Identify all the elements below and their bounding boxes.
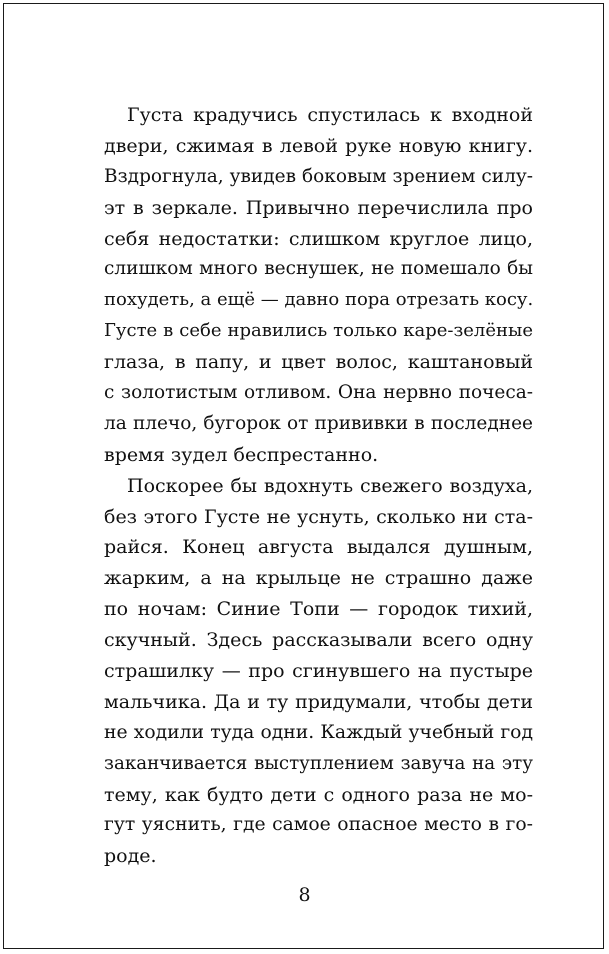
text-line: жарким, а на крыльце не страшно даже	[104, 567, 533, 590]
body-text	[104, 100, 533, 872]
page-number: 8	[298, 884, 311, 906]
text-line: двери, сжимая в левой руке новую книгу.	[104, 134, 533, 157]
text-line: глаза, в папу, и цвет волос, каштановый	[104, 351, 533, 374]
text-line: гут уяснить, где самое опасное место в го-	[104, 814, 533, 836]
text-line: Густа крадучись спустилась к входной	[127, 104, 533, 126]
text-line: время зудел беспрестанно.	[104, 443, 379, 466]
text-line: не ходили туда одни. Каждый учебный год	[104, 721, 533, 743]
text-line: по ночам: Синие Топи — городок тихий,	[104, 598, 533, 621]
text-line: без этого Густе не уснуть, сколько ни ста-	[104, 505, 533, 528]
text-line: ла плечо, бугорок от прививки в последнее	[104, 412, 533, 434]
paragraph-1	[104, 100, 533, 471]
text-line: райся. Конец августа выдался душным,	[104, 536, 533, 559]
text-line: слишком много веснушек, не помешало бы	[104, 258, 533, 280]
text-line: эт в зеркале. Привычно перечислила про	[104, 196, 533, 219]
text-line: скучный. Здесь рассказывали всего одну	[104, 629, 533, 652]
text-line: мальчика. Да и ту придумали, чтобы дети	[104, 690, 533, 713]
text-line: тему, как будто дети с одного раза не мо-	[104, 783, 533, 806]
text-line: страшилку — про сгинувшего на пустыре	[104, 660, 533, 683]
text-line: Вздрогнула, увидев боковым зрением силу-	[104, 165, 533, 187]
text-line: Густе в себе нравились только каре-зелёные	[104, 320, 533, 342]
text-line: заканчивается выступлением завуча на эту	[104, 752, 533, 774]
text-line: Поскорее бы вдохнуть свежего воздуха,	[127, 474, 533, 497]
text-line: себя недостатки: слишком круглое лицо,	[104, 227, 533, 250]
text-line: с золотистым отливом. Она нервно почеса-	[104, 382, 533, 404]
text-line: похудеть, а ещё — давно пора отрезать косу.	[104, 289, 534, 311]
paragraph-2	[104, 471, 533, 873]
text-line: роде.	[104, 845, 157, 868]
